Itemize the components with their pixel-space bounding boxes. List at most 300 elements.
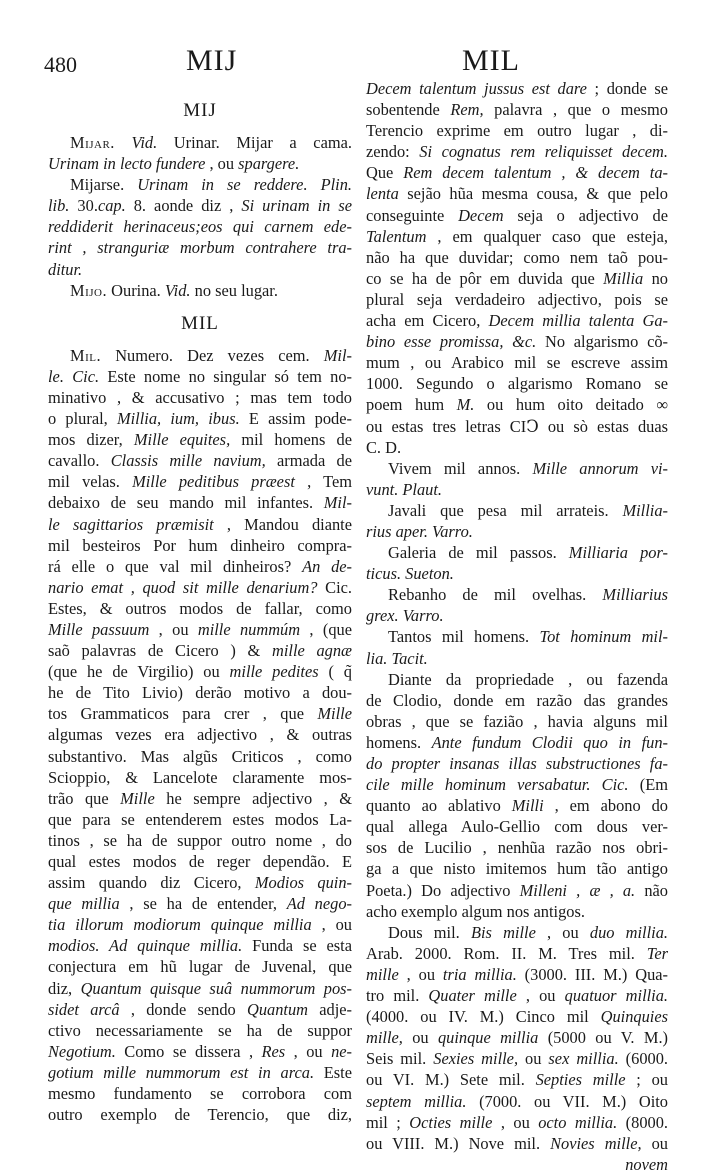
latin-text: nario emat , quod sit mille denarium?	[48, 577, 318, 597]
text-run: , ou	[492, 1112, 539, 1132]
text-line	[366, 880, 668, 901]
text-run: não	[635, 880, 669, 900]
text-run: ; ou	[625, 1070, 669, 1090]
latin-text: mille	[366, 964, 399, 984]
text-line	[48, 1041, 352, 1062]
text-line	[366, 78, 668, 99]
text-run: ou VIII. M.) Nove mil.	[366, 1133, 551, 1153]
text-run: tro mil.	[366, 986, 429, 1006]
text-run: poem hum	[366, 395, 457, 415]
latin-text: que millia	[48, 894, 120, 914]
latin-text: cile mille hominum versabatur. Cic.	[366, 775, 629, 795]
text-line	[366, 690, 668, 711]
text-run: ctivo necessariamente se ha de suppor	[48, 1020, 352, 1040]
latin-text: Ad nego-	[286, 894, 352, 914]
text-line	[48, 556, 352, 577]
text-line	[48, 366, 352, 387]
text-line	[366, 1048, 668, 1069]
text-line	[366, 669, 668, 690]
text-run: substantivo. Mas algũs Criticos , como	[48, 746, 352, 766]
latin-text: Ter	[646, 943, 668, 963]
text-line	[48, 935, 352, 956]
text-run: (3000. III. M.) Qua-	[516, 964, 668, 984]
text-line	[366, 626, 668, 647]
text-run: mum , ou Arabico mil se escreve assim	[366, 353, 668, 373]
latin-text: sidet arcâ	[48, 999, 120, 1019]
text-line	[48, 280, 352, 301]
latin-text: An de-	[302, 556, 353, 576]
text-run: conjectura em hũ lugar de Juvenal, que	[48, 957, 352, 977]
latin-text: tia illorum modiorum quinque millia	[48, 915, 312, 935]
latin-text: Mille passuum	[48, 619, 150, 639]
text-line	[48, 471, 352, 492]
latin-text: Decem millia talenta Ga-	[488, 311, 668, 331]
headword: Mijo.	[70, 280, 108, 300]
latin-text: Rem decem talentum , & decem ta-	[403, 163, 668, 183]
text-line	[366, 584, 668, 605]
text-run: Poeta.) Do adjectivo	[366, 880, 520, 900]
text-line	[48, 767, 352, 788]
text-line	[48, 216, 352, 237]
latin-text: Classis mille navium,	[110, 451, 266, 471]
text-run: adje-	[308, 999, 352, 1019]
entries-mij	[48, 132, 352, 301]
latin-text: rius aper. Varro.	[366, 521, 473, 541]
text-line	[366, 711, 668, 732]
text-run: E assim pode-	[239, 409, 352, 429]
latin-text: Millia-	[622, 500, 668, 520]
text-run: Javali que pesa mil arrateis.	[388, 500, 623, 520]
text-run: C. D.	[366, 437, 402, 457]
text-line	[48, 661, 352, 682]
text-run: debaixo de seu mando mil infantes.	[48, 493, 324, 513]
text-line	[48, 408, 352, 429]
text-run: trão que	[48, 788, 121, 808]
text-run: ga a que nisto imitemos hum tão antigo	[366, 859, 668, 879]
text-line	[366, 183, 668, 204]
text-run: (5000 ou V. M.)	[538, 1028, 668, 1048]
text-run: ou	[402, 1028, 438, 1048]
text-run: Vivem mil annos.	[388, 458, 533, 478]
entries-mil	[48, 345, 352, 1125]
text-run: , Tem	[294, 472, 353, 492]
text-line	[366, 542, 668, 563]
text-run: mesmo fundamento se corrobora com	[48, 1084, 352, 1104]
latin-text: ditur.	[48, 259, 83, 279]
text-line	[366, 162, 668, 183]
text-line	[366, 500, 668, 521]
latin-text: mille agnæ	[272, 641, 352, 661]
text-run: que para se entenderem estes modos La-	[48, 809, 352, 829]
text-run: acha em Cicero,	[366, 311, 489, 331]
text-run: he de Tito Livio) derão motivo a dou-	[48, 683, 352, 703]
text-run: de Clodio, donde em razão das grandes	[366, 690, 668, 710]
text-run: , em abono do	[543, 796, 669, 816]
text-run: , ou	[311, 915, 353, 935]
text-line	[48, 1083, 352, 1104]
text-line	[366, 753, 668, 774]
latin-text: lia. Tacit.	[366, 648, 428, 668]
latin-text: Talentum	[366, 226, 427, 246]
text-run: tos Grammaticos para crer , que	[48, 704, 318, 724]
text-run: no	[643, 268, 668, 288]
text-line	[366, 563, 668, 584]
latin-text: modios. Ad quinque millia.	[48, 936, 243, 956]
latin-text: Millia, ium, ibus.	[116, 409, 240, 429]
text-line	[366, 289, 668, 310]
text-line	[366, 1006, 668, 1027]
running-head-left: MIJ	[186, 44, 238, 77]
text-line	[366, 605, 668, 626]
text-run: (6000.	[618, 1049, 669, 1069]
text-run: Numero. Dez vezes cem.	[101, 345, 324, 365]
latin-text: Quater mille	[428, 986, 517, 1006]
text-line	[366, 416, 668, 437]
text-run: Cic.	[317, 577, 352, 597]
text-run: ou	[641, 1133, 668, 1153]
left-column	[48, 96, 352, 1125]
text-line	[366, 774, 668, 795]
text-run: armada de	[265, 451, 352, 471]
latin-text: mille pedites	[229, 662, 319, 682]
text-line	[366, 648, 668, 669]
latin-text: mille nummúm	[197, 619, 301, 639]
text-run: o plural,	[48, 409, 117, 429]
text-line	[48, 598, 352, 619]
text-line	[48, 830, 352, 851]
text-line	[48, 345, 352, 366]
text-run: Urinar. Mijar a cama.	[157, 133, 352, 152]
text-run: , se ha de entender,	[119, 894, 287, 914]
text-line	[48, 577, 352, 598]
latin-text: cap.	[97, 196, 126, 216]
text-run: , Mandou diante	[213, 514, 352, 534]
text-line	[366, 310, 668, 331]
latin-text: Urinam in lecto fundere	[48, 154, 206, 174]
text-line	[48, 259, 352, 280]
text-run: (Em	[628, 775, 668, 795]
text-run: quanto ao ablativo	[366, 796, 512, 816]
latin-text: ne-	[331, 1041, 353, 1061]
text-line	[48, 1104, 352, 1125]
text-line	[366, 437, 668, 458]
text-run: mos dizer,	[48, 430, 134, 450]
page-number: 480	[44, 52, 77, 77]
latin-text: spargere.	[238, 154, 300, 174]
latin-text: Res	[261, 1041, 286, 1061]
text-line	[366, 922, 668, 943]
latin-text: Mille peditibus præest	[132, 472, 295, 492]
latin-text: Ante fundum Clodii quo in fun-	[431, 732, 669, 752]
text-line	[48, 956, 352, 977]
text-line	[366, 858, 668, 879]
text-run: ou hum oito deitado ∞	[474, 395, 669, 415]
latin-text: rint , stranguriæ morbum contrahere tra-	[48, 238, 352, 258]
text-run: acho exemplo algum nos antigos.	[366, 901, 585, 921]
text-line	[366, 99, 668, 120]
text-run: Estes, & outros modos de fallar, como	[48, 598, 352, 618]
text-run: Como se dissera ,	[115, 1041, 262, 1061]
latin-text: lenta	[366, 184, 399, 204]
text-run: algumas vezes era adjectivo , & outras	[48, 725, 352, 745]
text-run: seja o adjectivo de	[503, 205, 668, 225]
text-line	[366, 1027, 668, 1048]
text-line	[366, 521, 668, 542]
latin-text: Quantum	[246, 999, 308, 1019]
text-run: Mijarse.	[70, 175, 138, 195]
latin-text: Mil-	[323, 345, 352, 365]
text-line	[366, 479, 668, 500]
latin-text: tria millia.	[442, 964, 517, 984]
text-run: zendo:	[366, 142, 420, 162]
latin-text: Decem	[458, 205, 504, 225]
text-line	[48, 872, 352, 893]
latin-text: M.	[456, 395, 475, 415]
text-line	[366, 458, 668, 479]
text-run: Arab. 2000. Rom. II. M. Tres mil.	[366, 943, 647, 963]
text-line	[48, 1062, 352, 1083]
text-line	[48, 914, 352, 935]
latin-text: Octies mille	[409, 1112, 493, 1132]
latin-text: grex. Varro.	[366, 606, 444, 626]
latin-text: mille,	[366, 1028, 403, 1048]
text-line	[366, 732, 668, 753]
text-run: (7000. ou VII. M.) Oito	[466, 1091, 668, 1111]
text-run: mil ;	[366, 1112, 410, 1132]
text-run: (4000. ou IV. M.) Cinco mil	[366, 1007, 601, 1027]
text-run: saõ palavras de Cicero ) &	[48, 641, 272, 661]
latin-text: Vid.	[164, 280, 191, 300]
text-line	[366, 1133, 668, 1154]
text-run: sos de Lucilio , nenhũa razão nos obri-	[366, 838, 668, 858]
entries-mil-continued	[366, 78, 668, 1175]
latin-text: Modios quin-	[254, 873, 352, 893]
latin-text: Bis mille	[470, 922, 536, 942]
latin-text: le sagittarios præmisit	[48, 514, 214, 534]
text-line	[366, 816, 668, 837]
latin-text: Milliarius	[602, 585, 668, 605]
latin-text: ticus. Sueton.	[366, 564, 454, 584]
text-line	[366, 141, 668, 162]
text-run: obras , que se fazião , havia alguns mil	[366, 711, 668, 731]
latin-text: duo millia.	[589, 922, 669, 942]
text-run: mil besteiros Por hum dinheiro compra-	[48, 535, 352, 555]
text-line	[366, 1112, 668, 1133]
latin-text: lib.	[48, 196, 70, 216]
text-run: , ou	[535, 922, 590, 942]
text-run: , ou	[205, 154, 239, 174]
latin-text: octo millia.	[538, 1112, 618, 1132]
text-run: sobentende	[366, 100, 451, 120]
text-run: minativo , & accusativo ; mas tem todo	[48, 387, 352, 407]
text-run: he sempre adjectivo , &	[154, 788, 352, 808]
text-run: , (que	[300, 619, 352, 639]
latin-text: Mille annorum vi-	[532, 458, 668, 478]
text-run: , ou	[516, 986, 565, 1006]
text-line	[366, 964, 668, 985]
latin-text: reddiderit herinaceus;eos qui carnem ede-	[48, 217, 352, 237]
text-line	[366, 795, 668, 816]
text-run: Que	[366, 163, 404, 183]
text-run: ou estas tres letras CIↃ ou sò estas duas	[366, 416, 668, 436]
text-run: assim quando diz Cicero,	[48, 873, 255, 893]
section-heading-mij: MIJ	[183, 100, 217, 121]
latin-text: Vid.	[114, 133, 158, 152]
text-line	[366, 943, 668, 964]
text-run: conseguinte	[366, 205, 459, 225]
text-line	[48, 640, 352, 661]
text-run: Diante da propriedade , ou fazenda	[388, 669, 668, 689]
text-run: Este nome no singular só tem no-	[99, 366, 353, 386]
text-run: qual estes modos de reger dependão. E	[48, 852, 352, 871]
text-run: (8000.	[617, 1112, 668, 1132]
latin-text: sex millia.	[548, 1049, 619, 1069]
text-run: No algarismo cõ-	[536, 332, 669, 352]
text-line	[48, 746, 352, 767]
text-run: , ou	[398, 964, 443, 984]
latin-text: Mil-	[323, 493, 352, 513]
text-line	[366, 394, 668, 415]
text-line	[366, 1154, 668, 1175]
text-run: outro exemplo de Terencio, que diz,	[48, 1105, 352, 1125]
text-line	[48, 514, 352, 535]
latin-text: do propter insanas illas substructiones fa-	[366, 754, 668, 773]
text-line	[366, 352, 668, 373]
text-run: Terencio exprime em outro lugar , di-	[366, 121, 668, 141]
latin-text: septem millia.	[366, 1091, 467, 1111]
text-run: 8. aonde diz ,	[125, 196, 242, 216]
latin-text: Milli	[511, 796, 544, 816]
text-run: sejão hũa mesma cousa, & que pelo	[398, 184, 668, 204]
text-run: tinos , se ha de suppor outro nome , do	[48, 830, 352, 850]
latin-text: Millia	[603, 268, 644, 288]
latin-text: Milleni , æ , a.	[519, 880, 636, 900]
text-run: não ha que duvidar; como nem taõ pou-	[366, 247, 668, 267]
text-run: Galeria de mil passos.	[388, 543, 569, 563]
text-run: rá elle o que val mil dinheiros?	[48, 556, 303, 576]
latin-text: Si cognatus rem reliquisset decem.	[419, 142, 668, 162]
latin-text: Septies mille	[535, 1070, 626, 1090]
right-column	[366, 78, 668, 1175]
text-line	[48, 153, 352, 174]
text-line	[48, 682, 352, 703]
text-line	[48, 809, 352, 830]
text-line	[48, 450, 352, 471]
latin-text: Tot hominum mil-	[539, 627, 668, 647]
text-run: mil velas.	[48, 472, 133, 492]
text-run: , em qualquer caso que esteja,	[426, 226, 668, 246]
text-line	[48, 703, 352, 724]
text-run: Funda se esta	[242, 936, 352, 956]
text-line	[366, 1069, 668, 1090]
text-run: Ourina.	[107, 280, 165, 300]
text-line	[366, 837, 668, 858]
text-line	[48, 195, 352, 216]
text-line	[48, 535, 352, 556]
text-run: , ou	[285, 1041, 332, 1061]
text-run: qual allega Aulo-Gellio com dous ver-	[366, 817, 668, 837]
text-run: mil homens de	[230, 430, 353, 450]
text-line	[48, 851, 352, 872]
latin-text: novem	[625, 1154, 668, 1174]
text-run: Dous mil.	[388, 922, 471, 942]
latin-text: Milliaria por-	[568, 543, 668, 563]
latin-text: Rem,	[450, 100, 484, 120]
latin-text: Sexies mille,	[433, 1049, 519, 1069]
text-run: plural seja verdadeiro adjectivo, pois se	[366, 289, 668, 309]
text-run: ( q̃	[318, 662, 352, 682]
latin-text: bino esse promissa, &c.	[366, 332, 537, 352]
text-line	[366, 120, 668, 141]
text-line	[48, 429, 352, 450]
latin-text: gotium mille nummorum est in arca.	[48, 1062, 315, 1082]
text-run: Seis mil.	[366, 1049, 434, 1069]
text-run: no seu lugar.	[190, 280, 278, 300]
latin-text: quatuor millia.	[564, 986, 669, 1006]
text-run: (que he de Virgilio) ou	[48, 662, 230, 682]
text-run: ; donde se	[586, 79, 668, 98]
text-line	[48, 387, 352, 408]
latin-text: Mille	[317, 704, 352, 724]
text-line	[366, 373, 668, 394]
latin-text: quinque millia	[437, 1028, 539, 1048]
latin-text: Negotium.	[48, 1041, 116, 1061]
text-line	[366, 1091, 668, 1112]
latin-text: Decem talentum jussus est dare	[366, 79, 587, 98]
text-line	[366, 205, 668, 226]
section-heading-mil: MIL	[181, 312, 219, 334]
text-line	[48, 492, 352, 513]
latin-text: Si urinam in se	[241, 196, 352, 216]
text-line	[48, 893, 352, 914]
text-run: , donde sendo	[119, 999, 247, 1019]
latin-text: Mille	[120, 788, 155, 808]
text-run: Tantos mil homens.	[388, 627, 540, 647]
latin-text: Quinquies	[600, 1007, 668, 1027]
text-run: Este	[314, 1062, 352, 1082]
latin-text: Novies mille,	[550, 1133, 642, 1153]
text-run: Scioppio, & Lancelote claramente mos-	[48, 767, 352, 787]
headword: Mijar.	[70, 133, 115, 152]
latin-text: Mille equites,	[133, 430, 231, 450]
text-line	[366, 331, 668, 352]
latin-text: Urinam in se reddere. Plin.	[137, 175, 352, 195]
text-run: 30.	[69, 196, 98, 216]
text-run: Rebanho de mil ovelhas.	[388, 585, 603, 605]
text-line	[366, 901, 668, 922]
text-line	[366, 268, 668, 289]
text-line	[48, 619, 352, 640]
text-line	[366, 226, 668, 247]
text-line	[48, 1020, 352, 1041]
text-line	[366, 247, 668, 268]
text-run: cavallo.	[48, 451, 111, 471]
text-line	[48, 174, 352, 195]
text-line	[48, 978, 352, 999]
text-run: 1000. Segundo o algarismo Romano se	[366, 374, 668, 394]
text-line	[48, 132, 352, 153]
text-run: , ou	[149, 619, 198, 639]
text-line	[48, 724, 352, 745]
running-head-right: MIL	[462, 44, 520, 77]
latin-text: Quantum quisque suâ nummorum pos-	[80, 978, 352, 998]
text-run: co se ha de pôr em duvida que	[366, 268, 604, 288]
text-line	[48, 999, 352, 1020]
latin-text: le. Cic.	[48, 366, 100, 386]
text-run: ou VI. M.) Sete mil.	[366, 1070, 536, 1090]
text-line	[366, 985, 668, 1006]
text-run: ou	[518, 1049, 549, 1069]
